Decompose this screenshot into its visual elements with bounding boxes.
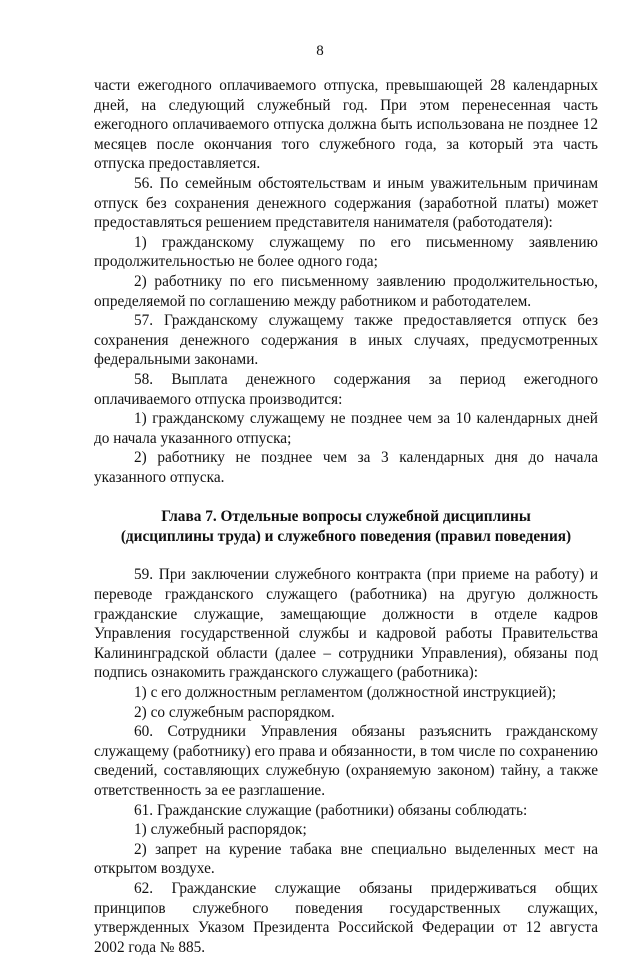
paragraph: 2) работнику не позднее чем за 3 календарных дня до начала указанного отпуска. — [94, 449, 598, 486]
paragraph: 62. Гражданские служащие обязаны придерживаться общих принципов служебного поведения государственных служащих, утвержденных Указом Президента Российской Федерации от 12 августа 2002 года № 885. — [94, 879, 598, 956]
paragraphs-before — [94, 76, 598, 487]
paragraph: 1) гражданскому служащему не позднее чем за 10 календарных дней до начала указанного отпуска; — [94, 410, 598, 447]
paragraph: 2) со служебным распорядком. — [134, 703, 335, 721]
paragraph: 1) гражданскому служащему по его письменному заявлению продолжительностью не более одного года; — [94, 233, 598, 271]
paragraph: 2) запрет на курение табака вне специально выделенных мест на открытом воздухе. — [94, 840, 598, 878]
paragraph: 58. Выплата денежного содержания за период ежегодного оплачиваемого отпуска производится: — [94, 370, 598, 408]
page-number: 8 — [316, 43, 324, 59]
chapter-heading-line: (дисциплины труда) и служебного поведения (правил поведения) — [120, 528, 572, 546]
paragraph: 2) работнику по его письменному заявлению продолжительностью, определяемой по соглашению между работником и работодателем. — [94, 272, 598, 310]
paragraph: части ежегодного оплачиваемого отпуска, превышающей 28 календарных дней, на следующий служебный год. При этом перенесенная часть ежегодного оплачиваемого отпуска должна быть использована не позднее 12 месяцев после окончания того служебного года, за который эта часть отпуска предоставляется. — [94, 77, 598, 173]
paragraphs-after — [94, 565, 598, 957]
paragraph: 60. Сотрудники Управления обязаны разъяснить гражданскому служащему (работнику) его права и обязанности, в том числе по сохранению сведений, составляющих служебную (охраняемую законом) тайну, а также ответственность за ее разглашение. — [94, 723, 598, 799]
paragraph: 61. Гражданские служащие (работники) обязаны соблюдать: — [134, 801, 528, 819]
paragraph: 1) служебный распорядок; — [134, 821, 307, 839]
paragraph: 56. По семейным обстоятельствам и иным уважительным причинам отпуск без сохранения денежного содержания (заработной платы) может предоставляться решением представителя нанимателя (работодателя): — [94, 174, 598, 232]
document-body — [94, 76, 598, 957]
paragraph: 59. При заключении служебного контракта (при приеме на работу) и переводе гражданского служащего (работника) на другую должность гражданские служащие, замещающие должности в отделе кадров Управления государственной службы и кадровой работы Правительства Калининградской области (далее – сотрудники Управления), обязаны под подпись ознакомить гражданского служащего (работника): — [94, 566, 598, 682]
paragraph: 57. Гражданскому служащему также предоставляется отпуск без сохранения денежного содержания в иных случаях, предусмотренных федеральными законами. — [94, 312, 598, 369]
paragraph: 1) с его должностным регламентом (должностной инструкцией); — [134, 684, 557, 702]
chapter-heading-line: Глава 7. Отдельные вопросы служебной дисциплины — [161, 508, 531, 526]
chapter-heading — [94, 507, 598, 547]
